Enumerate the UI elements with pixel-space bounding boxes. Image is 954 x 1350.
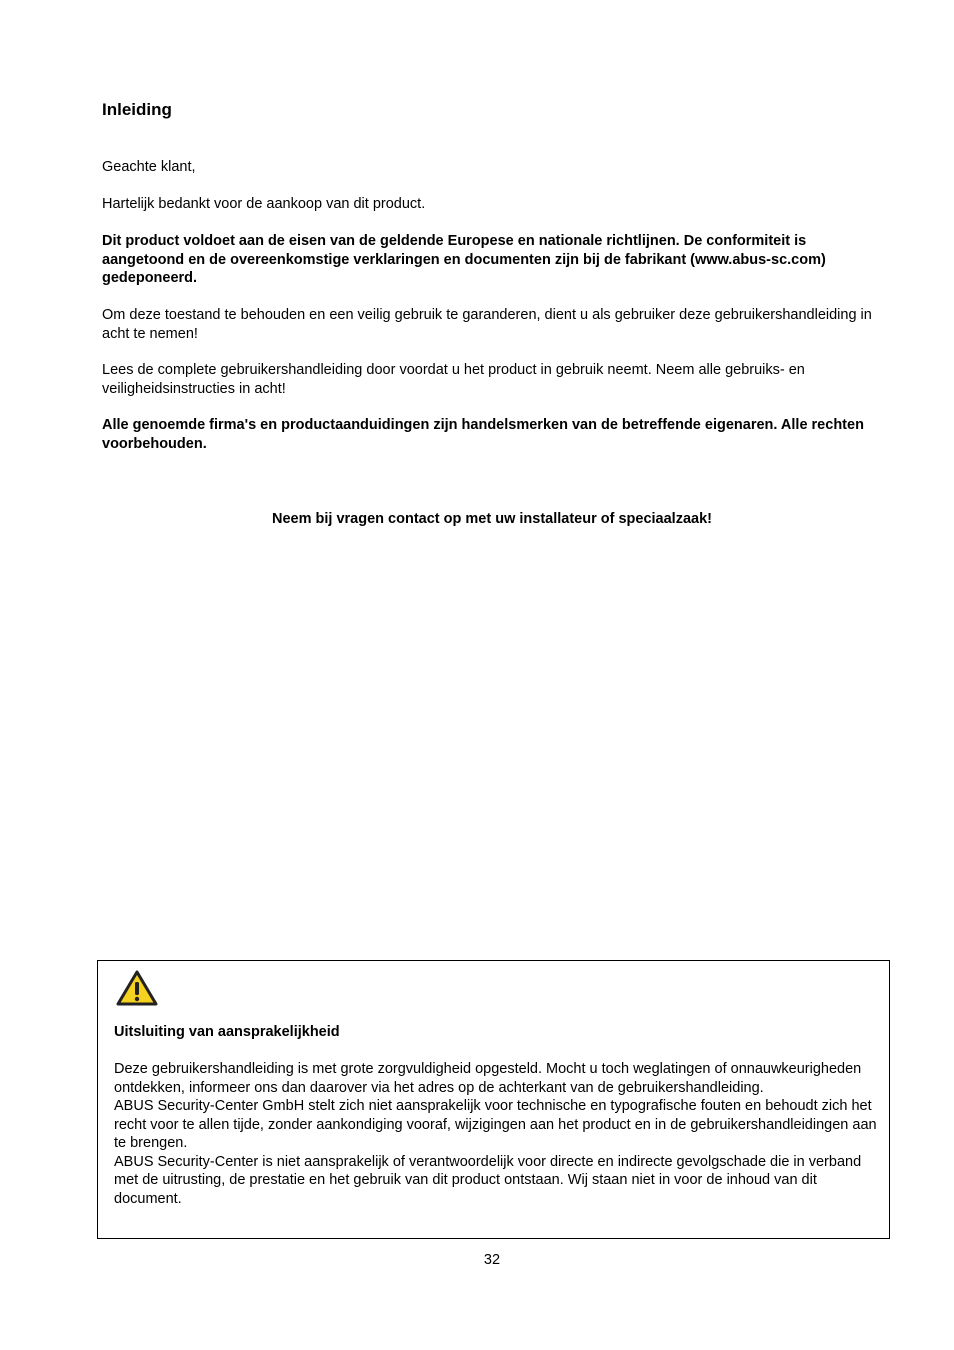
- conformity-text: Dit product voldoet aan de eisen van de geldende Europese en nationale richtlijnen. De conformiteit is aangetoond en de overeenkomstige verklaringen en documenten zijn bij de fabrikant (www.abus-sc.com) gedeponeerd.: [102, 233, 826, 286]
- disclaimer-title: Uitsluiting van aansprakelijkheid: [114, 1024, 340, 1040]
- disclaimer-box: [97, 960, 890, 1239]
- disclaimer-line: Deze gebruikershandleiding is met grote zorgvuldigheid opgesteld. Mocht u toch weglatingen of onnauwkeurigheden ontdekken, informeer ons dan daarover via het adres op de achterkant van de gebruikershandleiding.: [114, 1061, 862, 1096]
- contact-note: Neem bij vragen contact op met uw installateur of speciaalzaak!: [272, 511, 712, 527]
- trademarks-text: Alle genoemde firma's en productaanduidingen zijn handelsmerken van de betreffende eigenaren. Alle rechten voorbehouden.: [102, 417, 864, 452]
- warning-triangle-icon: [115, 969, 159, 1007]
- page-number: 32: [483, 1252, 501, 1268]
- thanks-text: Hartelijk bedankt voor de aankoop van dit product.: [102, 196, 426, 212]
- safe-use-text: Om deze toestand te behouden en een veilig gebruik te garanderen, dient u als gebruiker deze gebruikershandleiding in acht te nemen!: [102, 307, 872, 342]
- greeting-text: Geachte klant,: [102, 159, 196, 175]
- read-manual-text: Lees de complete gebruikershandleiding door voordat u het product in gebruik neemt. Neem alle gebruiks- en veiligheidsinstructies in acht!: [102, 362, 805, 397]
- page-title: Inleiding: [102, 100, 172, 119]
- disclaimer-body: [114, 1060, 882, 1208]
- disclaimer-line: ABUS Security-Center is niet aansprakelijk of verantwoordelijk voor directe en indirecte gevolgschade die in verband met de uitrusting, de prestatie en het gebruik van dit product ontstaan. Wij staan niet in voor de inhoud van dit document.: [114, 1153, 862, 1207]
- disclaimer-line: ABUS Security-Center GmbH stelt zich niet aansprakelijk voor technische en typografische fouten en behoudt zich het recht voor te allen tijde, zonder aankondiging vooraf, wijzigingen aan het product en in de gebruikershandleidingen aan te brengen.: [114, 1098, 877, 1151]
